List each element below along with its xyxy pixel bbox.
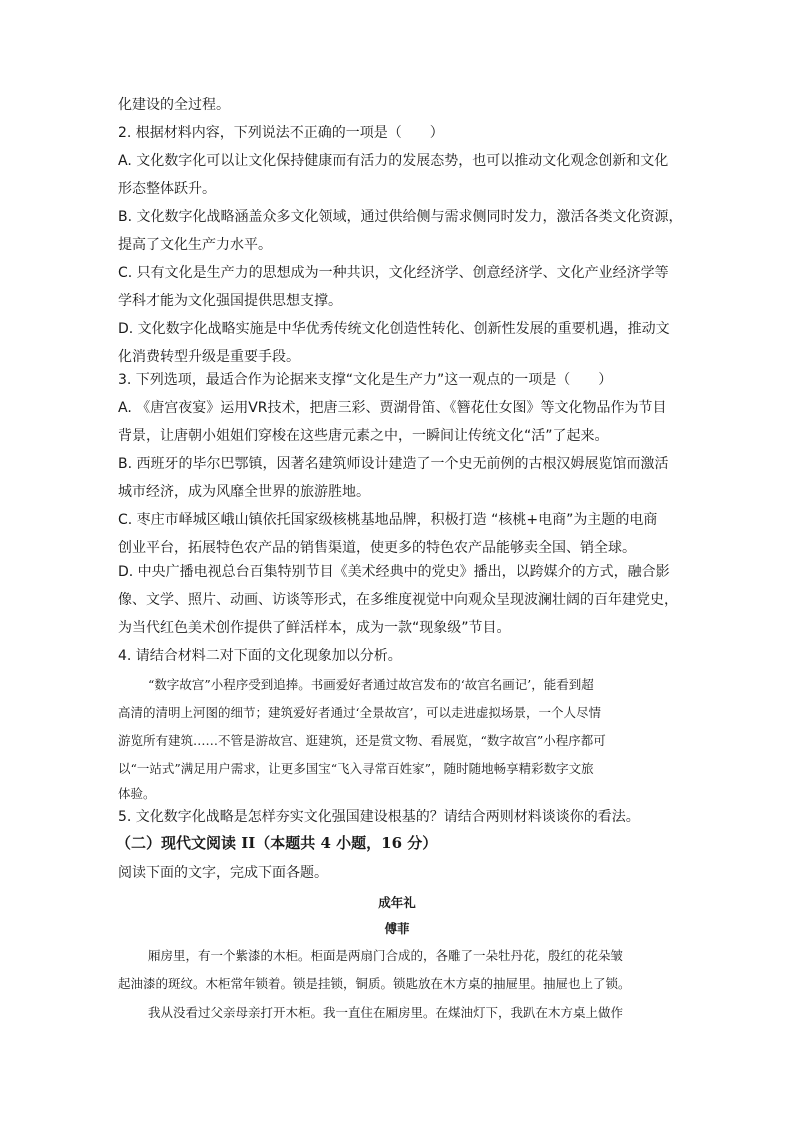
q3-option-d-line-1: D. 中央广播电视总台百集特别节目《美术经典中的党史》播出，以跨媒介的方式，融合影: [118, 564, 670, 580]
quote-line-4: 以“一站式”满足用户需求，让更多国宝“飞入寻常百姓家”，随时随地畅享精彩数字文旅: [118, 761, 594, 776]
quote-line-5: 体验。: [118, 786, 156, 801]
question-5: 5. 文化数字化战略是怎样夯实文化强国建设根基的？请结合两则材料谈谈你的看法。: [118, 809, 640, 825]
story-title: 成年礼: [378, 895, 416, 910]
option-b-line-1: B. 文化数字化战略涵盖众多文化领域，通过供给侧与需求侧同时发力，激活各类文化资源，: [118, 209, 683, 225]
q3-option-c-line-1: C. 枣庄市峄城区峨山镇依托国家级核桃基地品牌，积极打造 “核桃+电商”为主题的电商: [118, 512, 658, 528]
q3-option-b-line-2: 城市经济，成为风靡全世界的旅游胜地。: [118, 484, 370, 500]
question-4: 4. 请结合材料二对下面的文化现象加以分析。: [118, 648, 402, 664]
question-2: 2. 根据材料内容，下列说法不正确的一项是（ ）: [118, 125, 444, 141]
quote-line-2: 高清的清明上河图的细节；建筑爱好者通过‘全景故宫’，可以走进虚拟场景，一个人尽情: [118, 705, 601, 720]
option-b-line-2: 提高了文化生产力水平。: [118, 237, 272, 253]
question-3: 3. 下列选项，最适合作为论据来支撑“文化是生产力”这一观点的一项是（ ）: [118, 372, 613, 388]
option-a-line-2: 形态整体跃升。: [118, 181, 216, 197]
option-d-line-1: D. 文化数字化战略实施是中华优秀传统文化创造性转化、创新性发展的重要机遇，推动文: [118, 321, 670, 337]
q3-option-c-line-2: 创业平台，拓展特色农产品的销售渠道，使更多的特色农产品能够卖全国、销全球。: [118, 540, 636, 556]
q3-option-d-line-2: 像、文学、照片、动画、访谈等形式，在多维度视觉中向观众呈现波澜壮阔的百年建党史，: [118, 592, 678, 608]
option-c-line-2: 学科才能为文化强国提供思想支撑。: [118, 293, 342, 309]
story-line-2: 起油漆的斑纹。木柜常年锁着。锁是挂锁，铜质。锁匙放在木方桌的抽屉里。抽屉也上了锁。: [118, 976, 631, 991]
quote-line-1: “数字故宫”小程序受到追捧。书画爱好者通过故宫发布的‘故宫名画记’，能看到超: [148, 677, 594, 692]
story-line-1: 厢房里，有一个紫漆的木柜。柜面是两扇门合成的，各雕了一朵牡丹花，殷红的花朵皱: [148, 948, 624, 963]
option-c-line-1: C. 只有文化是生产力的思想成为一种共识，文化经济学、创意经济学、文化产业经济学等: [118, 265, 669, 281]
q3-option-b-line-1: B. 西班牙的毕尔巴鄂镇，因著名建筑师设计建造了一个史无前例的古根汉姆展览馆而激活: [118, 456, 669, 472]
q3-option-a-line-2: 背景，让唐朝小姐姐们穿梭在这些唐元素之中，一瞬间让传统文化“活”了起来。: [118, 428, 609, 444]
story-line-3: 我从没看过父亲母亲打开木柜。我一直住在厢房里。在煤油灯下，我趴在木方桌上做作: [148, 1005, 624, 1020]
reading-instruction: 阅读下面的文字，完成下面各题。: [118, 865, 328, 881]
q3-option-a-line-1: A. 《唐宫夜宴》运用VR技术，把唐三彩、贾湖骨笛、《簪花仕女图》等文化物品作为节目: [118, 400, 667, 416]
option-d-line-2: 化消费转型升级是重要手段。: [118, 349, 300, 365]
story-author: 傅菲: [384, 921, 410, 936]
section-heading: （二）现代文阅读 II（本题共 4 小题，16 分）: [116, 834, 438, 852]
quote-line-3: 游览所有建筑……不管是游故宫、逛建筑，还是赏文物、看展览，“数字故宫”小程序都可: [118, 733, 606, 748]
q3-option-d-line-3: 为当代红色美术创作提供了鲜活样本，成为一款“现象级”节目。: [118, 620, 511, 636]
text-line: 化建设的全过程。: [118, 97, 230, 113]
option-a-line-1: A. 文化数字化可以让文化保持健康而有活力的发展态势，也可以推动文化观念创新和文化: [118, 153, 669, 169]
